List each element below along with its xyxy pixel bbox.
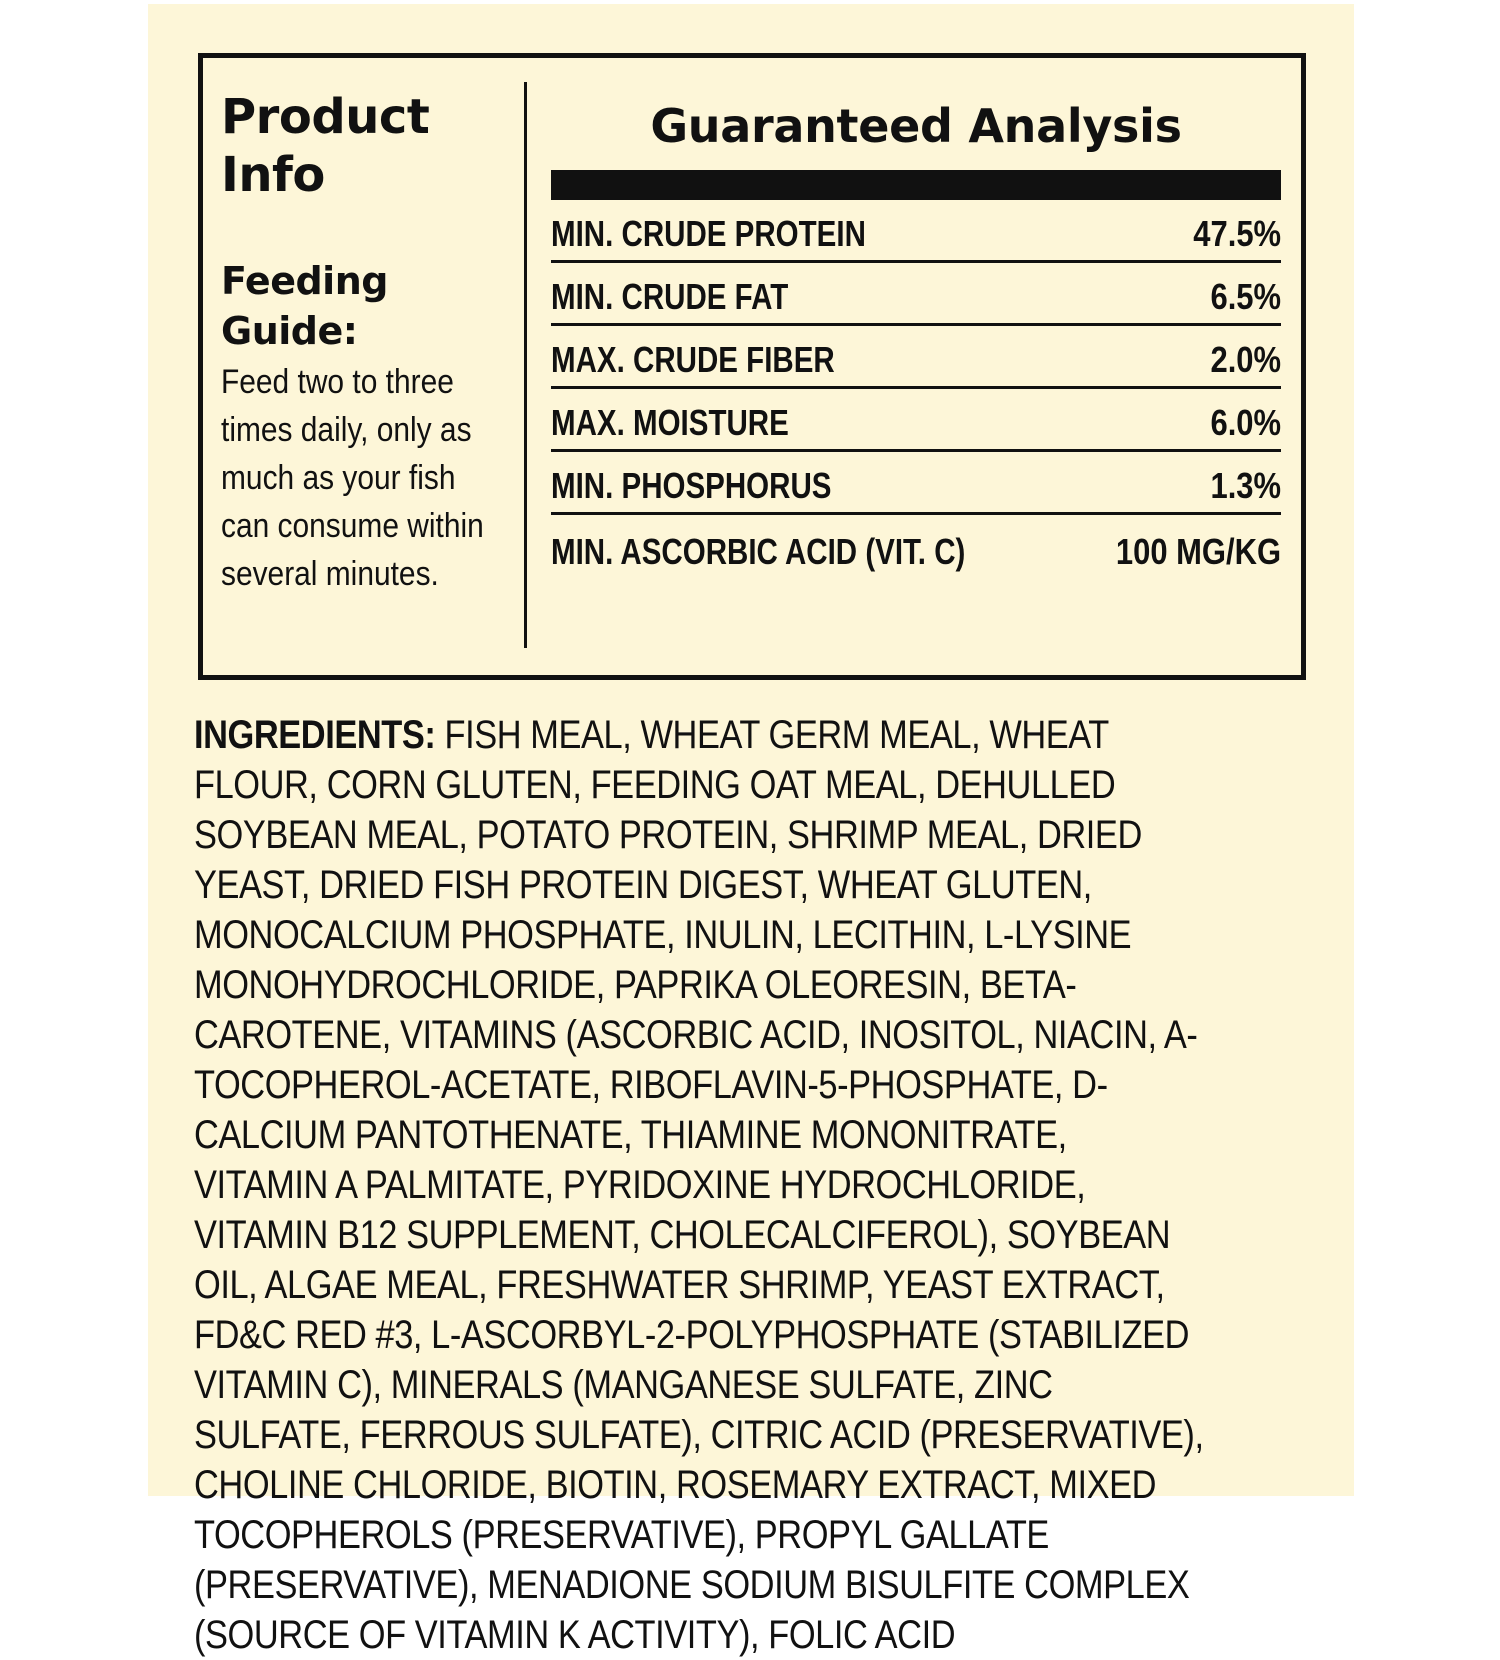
- analysis-value: 6.0%: [1210, 402, 1281, 443]
- guaranteed-analysis-table: [551, 200, 1281, 578]
- analysis-name: MIN. CRUDE PROTEIN: [551, 213, 866, 254]
- analysis-row: [551, 452, 1281, 515]
- feeding-guide-title-line1: Feeding: [221, 259, 388, 303]
- guaranteed-analysis-header-bar: [551, 170, 1281, 200]
- product-info-box: [198, 53, 1306, 680]
- analysis-value: 6.5%: [1210, 276, 1281, 317]
- analysis-name: MIN. PHOSPHORUS: [551, 465, 832, 506]
- analysis-name: MIN. ASCORBIC ACID (VIT. C): [551, 531, 966, 572]
- product-info-title-line2: Info: [221, 147, 325, 203]
- feeding-guide-title: [221, 256, 491, 356]
- ingredients-label: INGREDIENTS:: [194, 713, 436, 757]
- analysis-row: [551, 263, 1281, 326]
- product-info-title: [221, 88, 491, 204]
- analysis-row: [551, 200, 1281, 263]
- feeding-guide-text: Feed two to three times daily, only as much as your fish can consume within several minutes.: [221, 363, 484, 593]
- column-divider: [524, 82, 527, 648]
- product-info-column: [221, 88, 491, 598]
- analysis-name: MIN. CRUDE FAT: [551, 276, 789, 317]
- analysis-value: 1.3%: [1210, 465, 1281, 506]
- ingredients-block: [194, 710, 1209, 1660]
- ingredients-text: FISH MEAL, WHEAT GERM MEAL, WHEAT FLOUR, CORN GLUTEN, FEEDING OAT MEAL, DEHULLED SOYBEAN MEAL, POTATO PROTEIN, SHRIMP MEAL, DRIED YEAST, DRIED FISH PROTEIN DIGEST, WHEAT GLUTEN, MONOCALCIUM PHOSPHATE, INULIN, LECITHIN, L-LYSINE MONOHYDROCHLORIDE, PAPRIKA OLEORESIN, BETA-CAROTENE, VITAMINS (ASCORBIC ACID, INOSITOL, NIACIN, A-TOCOPHEROL-ACETATE, RIBOFLAVIN-5-PHOSPHATE, D-CALCIUM PANTOTHENATE, THIAMINE MONONITRATE, VITAMIN A PALMITATE, PYRIDOXINE HYDROCHLORIDE, VITAMIN B12 SUPPLEMENT, CHOLECALCIFEROL), SOYBEAN OIL, ALGAE MEAL, FRESHWATER SHRIMP, YEAST EXTRACT, FD&C RED #3, L-ASCORBYL-2-POLYPHOSPHATE (STABILIZED VITAMIN C), MINERALS (MANGANESE SULFATE, ZINC SULFATE, FERROUS SULFATE), CITRIC ACID (PRESERVATIVE), CHOLINE CHLORIDE, BIOTIN, ROSEMARY EXTRACT, MIXED TOCOPHEROLS (PRESERVATIVE), PROPYL GALLATE (PRESERVATIVE), MENADIONE SODIUM BISULFITE COMPLEX (SOURCE OF VITAMIN K ACTIVITY), FOLIC ACID: [194, 713, 1204, 1657]
- guaranteed-analysis-title: Guaranteed Analysis: [650, 99, 1182, 153]
- analysis-row: [551, 326, 1281, 389]
- feeding-guide-title-line2: Guide:: [221, 309, 358, 353]
- label-panel: [148, 4, 1354, 1657]
- analysis-value: 2.0%: [1210, 339, 1281, 380]
- guaranteed-analysis-column: [551, 58, 1281, 578]
- analysis-name: MAX. CRUDE FIBER: [551, 339, 835, 380]
- analysis-name: MAX. MOISTURE: [551, 402, 789, 443]
- analysis-value: 47.5%: [1193, 213, 1281, 254]
- product-info-title-line1: Product: [221, 89, 430, 145]
- analysis-value: 100 MG/KG: [1115, 531, 1281, 572]
- analysis-row: [551, 389, 1281, 452]
- analysis-row: [551, 515, 1281, 578]
